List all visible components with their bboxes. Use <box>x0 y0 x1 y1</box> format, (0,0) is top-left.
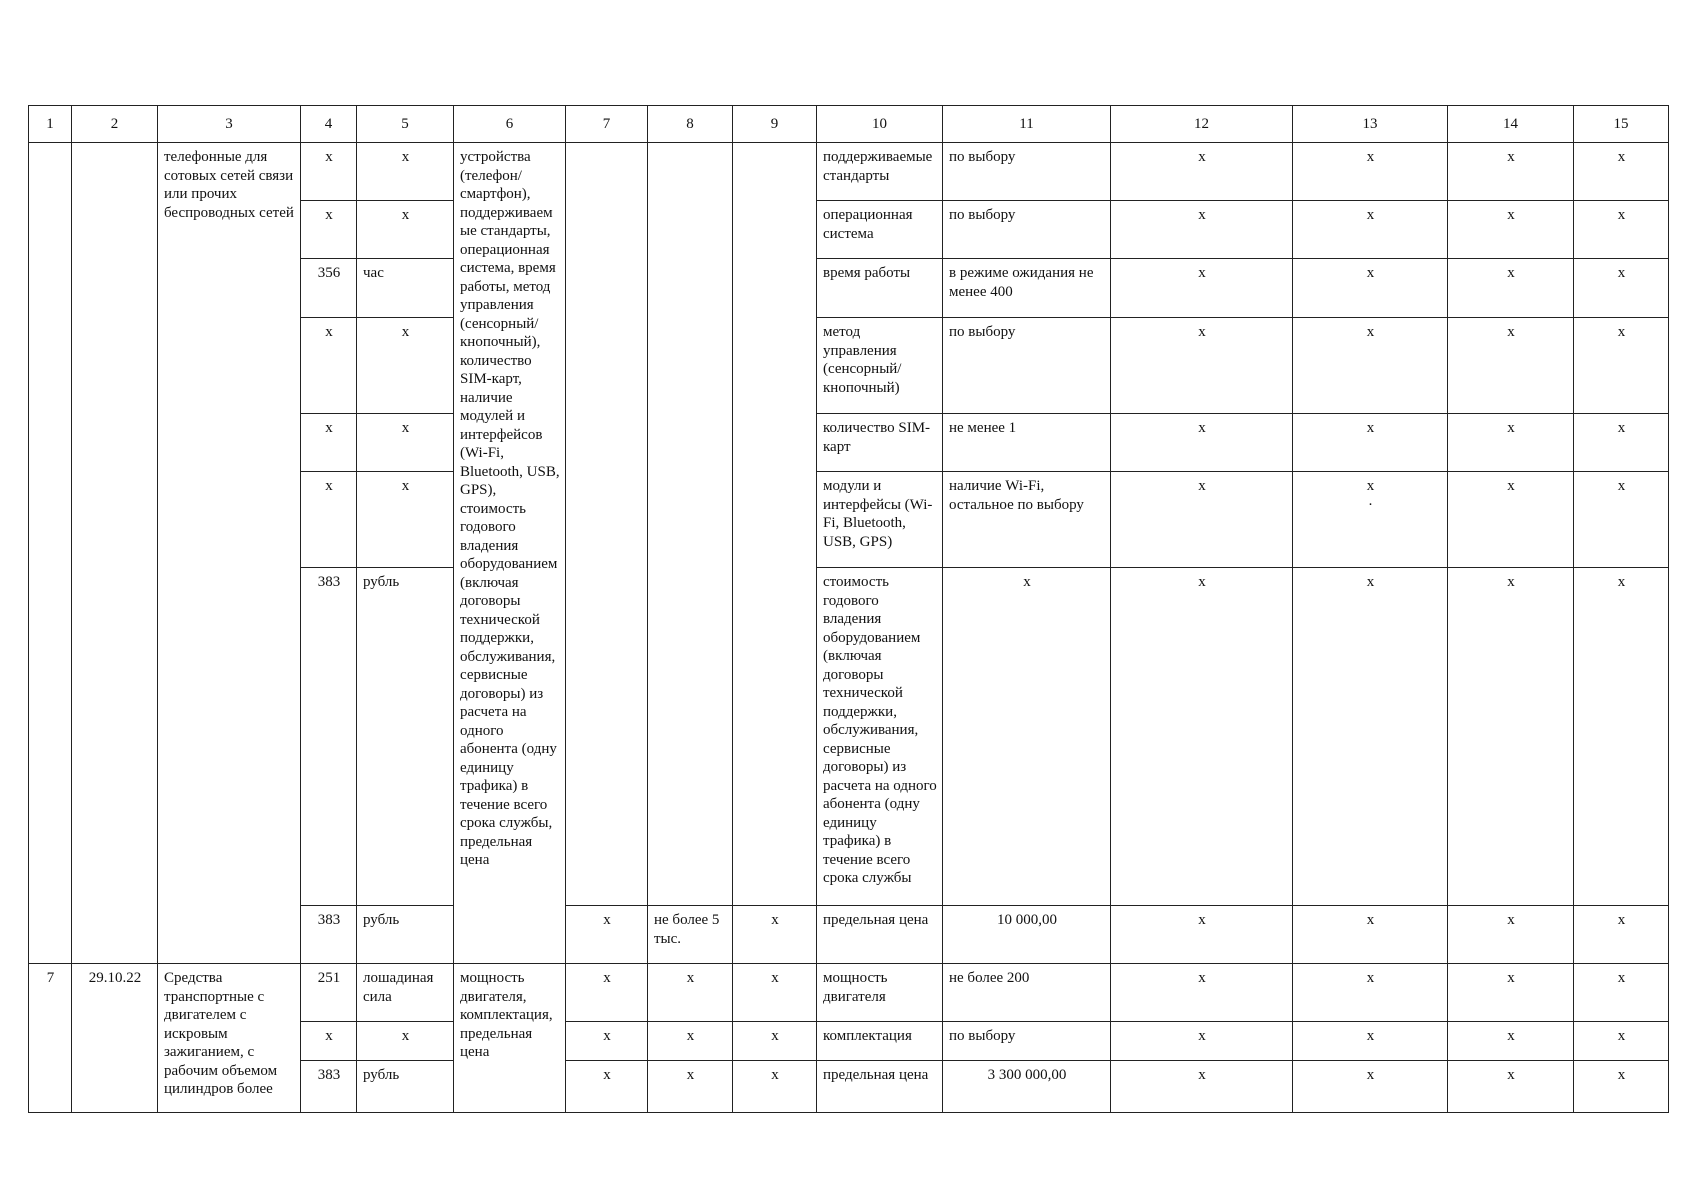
unit-name: x <box>357 472 454 568</box>
cell-13: x <box>1293 318 1448 414</box>
cell-14: x <box>1448 1061 1574 1113</box>
cell-14: x <box>1448 414 1574 472</box>
cell-13: x <box>1293 259 1448 318</box>
cell-14: x <box>1448 259 1574 318</box>
okei-code: 383 <box>301 906 357 964</box>
characteristics-cell: мощность двигателя, комплектация, предельная цена <box>454 964 566 1113</box>
cell-9: x <box>733 906 817 964</box>
header-cell: 10 <box>817 106 943 143</box>
cell-9: x <box>733 1022 817 1061</box>
okei-code: x <box>301 143 357 201</box>
header-cell: 9 <box>733 106 817 143</box>
cell-14: x <box>1448 906 1574 964</box>
table-row <box>29 143 1669 201</box>
cell-14: x <box>1448 1022 1574 1061</box>
cell-15: x <box>1574 318 1669 414</box>
header-cell: 5 <box>357 106 454 143</box>
cell-8: не более 5 тыс. <box>648 906 733 964</box>
okei-code: 383 <box>301 568 357 906</box>
header-cell: 12 <box>1111 106 1293 143</box>
cell-14: x <box>1448 568 1574 906</box>
characteristic-name: время работы <box>817 259 943 318</box>
cell-7: x <box>566 1022 648 1061</box>
cell-8: x <box>648 1061 733 1113</box>
cell-13: x <box>1293 1022 1448 1061</box>
header-cell: 4 <box>301 106 357 143</box>
table-row <box>29 964 1669 1022</box>
cell-12: x <box>1111 1022 1293 1061</box>
unit-name: час <box>357 259 454 318</box>
characteristic-name: поддерживаемые стандарты <box>817 143 943 201</box>
cell-13: x <box>1293 201 1448 259</box>
cell-14: x <box>1448 318 1574 414</box>
characteristic-value: в режиме ожидания не менее 400 <box>943 259 1111 318</box>
header-cell: 2 <box>72 106 158 143</box>
characteristic-value: наличие Wi-Fi, остальное по выбору <box>943 472 1111 568</box>
unit-name: x <box>357 1022 454 1061</box>
cell-13: x <box>1293 906 1448 964</box>
okei-code: x <box>301 201 357 259</box>
header-cell: 3 <box>158 106 301 143</box>
cell-14: x <box>1448 472 1574 568</box>
product-name-cell: Средства транспортные с двигателем с искровым зажиганием, с рабочим объемом цилиндров более <box>158 964 301 1113</box>
characteristic-name: метод управления (сенсорный/кнопочный) <box>817 318 943 414</box>
cell-15: x <box>1574 201 1669 259</box>
header-row <box>29 106 1669 143</box>
header-cell: 8 <box>648 106 733 143</box>
cell-8: x <box>648 964 733 1022</box>
cell-15: x <box>1574 1061 1669 1113</box>
unit-name: x <box>357 318 454 414</box>
cell-7-empty <box>566 143 648 906</box>
characteristic-value: 3 300 000,00 <box>943 1061 1111 1113</box>
cell-2-empty <box>72 143 158 964</box>
header-cell: 15 <box>1574 106 1669 143</box>
characteristic-name: количество SIM-карт <box>817 414 943 472</box>
header-cell: 6 <box>454 106 566 143</box>
unit-name: рубль <box>357 568 454 906</box>
cell-15: x <box>1574 143 1669 201</box>
characteristic-value: не менее 1 <box>943 414 1111 472</box>
characteristic-name: мощность двигателя <box>817 964 943 1022</box>
cell-7: x <box>566 964 648 1022</box>
characteristic-name: предельная цена <box>817 906 943 964</box>
characteristic-value: по выбору <box>943 143 1111 201</box>
header-cell: 7 <box>566 106 648 143</box>
cell-7: x <box>566 906 648 964</box>
cell-15: x <box>1574 1022 1669 1061</box>
cell-13: x <box>1293 568 1448 906</box>
cell-13-value: x <box>1366 478 1375 494</box>
requirements-table <box>28 105 1669 1113</box>
okei-code: x <box>301 472 357 568</box>
cell-15: x <box>1574 259 1669 318</box>
stray-dot: · <box>1368 496 1373 513</box>
okei-code: 251 <box>301 964 357 1022</box>
cell-9: x <box>733 964 817 1022</box>
cell-1-empty <box>29 143 72 964</box>
unit-name: рубль <box>357 1061 454 1113</box>
cell-13: x <box>1293 143 1448 201</box>
cell-13: x <box>1293 414 1448 472</box>
cell-12: x <box>1111 964 1293 1022</box>
cell-12: x <box>1111 143 1293 201</box>
characteristic-value: по выбору <box>943 318 1111 414</box>
characteristic-name: операционная система <box>817 201 943 259</box>
cell-9: x <box>733 1061 817 1113</box>
product-name-cell: телефонные для сотовых сетей связи или прочих беспроводных сетей <box>158 143 301 964</box>
cell-8-empty <box>648 143 733 906</box>
cell-12: x <box>1111 259 1293 318</box>
cell-15: x <box>1574 568 1669 906</box>
okei-code: x <box>301 1022 357 1061</box>
cell-12: x <box>1111 201 1293 259</box>
unit-name: x <box>357 414 454 472</box>
unit-name: x <box>357 143 454 201</box>
cell-8: x <box>648 1022 733 1061</box>
cell-12: x <box>1111 568 1293 906</box>
okpd2-code: 29.10.22 <box>72 964 158 1113</box>
okei-code: x <box>301 318 357 414</box>
cell-9-empty <box>733 143 817 906</box>
okei-code: 383 <box>301 1061 357 1113</box>
header-cell: 1 <box>29 106 72 143</box>
cell-13: x <box>1293 1061 1448 1113</box>
characteristics-cell: устройства (телефон/смартфон), поддерживаемые стандарты, операционная система, время работы, метод управления (сенсорный/кнопочный), количество SIM-карт, наличие модулей и интерфейсов (Wi-Fi, Bluetooth, USB, GPS), стоимость годового владения оборудованием (включая договоры технической поддержки, обслуживания, сервисные договоры) из расчета на одного абонента (одну единицу трафика) в течение всего срока службы, предельная цена <box>454 143 566 964</box>
header-cell: 14 <box>1448 106 1574 143</box>
cell-13 <box>1293 472 1448 568</box>
cell-15: x <box>1574 472 1669 568</box>
cell-14: x <box>1448 964 1574 1022</box>
cell-12: x <box>1111 318 1293 414</box>
cell-12: x <box>1111 472 1293 568</box>
cell-14: x <box>1448 201 1574 259</box>
cell-13: x <box>1293 964 1448 1022</box>
characteristic-value: x <box>943 568 1111 906</box>
cell-15: x <box>1574 964 1669 1022</box>
row-number: 7 <box>29 964 72 1113</box>
unit-name: x <box>357 201 454 259</box>
characteristic-name: стоимость годового владения оборудованием (включая договоры технической поддержки, обслуживания, сервисные договоры) из расчета на одного абонента (одну единицу трафика) в течение всего срока службы <box>817 568 943 906</box>
unit-name: лошадиная сила <box>357 964 454 1022</box>
characteristic-name: предельная цена <box>817 1061 943 1113</box>
cell-15: x <box>1574 906 1669 964</box>
okei-code: x <box>301 414 357 472</box>
cell-7: x <box>566 1061 648 1113</box>
characteristic-name: модули и интерфейсы (Wi-Fi, Bluetooth, USB, GPS) <box>817 472 943 568</box>
cell-12: x <box>1111 1061 1293 1113</box>
characteristic-value: по выбору <box>943 201 1111 259</box>
unit-name: рубль <box>357 906 454 964</box>
cell-12: x <box>1111 906 1293 964</box>
cell-14: x <box>1448 143 1574 201</box>
header-cell: 13 <box>1293 106 1448 143</box>
characteristic-value: 10 000,00 <box>943 906 1111 964</box>
okei-code: 356 <box>301 259 357 318</box>
characteristic-value: не более 200 <box>943 964 1111 1022</box>
cell-12: x <box>1111 414 1293 472</box>
cell-15: x <box>1574 414 1669 472</box>
characteristic-name: комплектация <box>817 1022 943 1061</box>
header-cell: 11 <box>943 106 1111 143</box>
characteristic-value: по выбору <box>943 1022 1111 1061</box>
